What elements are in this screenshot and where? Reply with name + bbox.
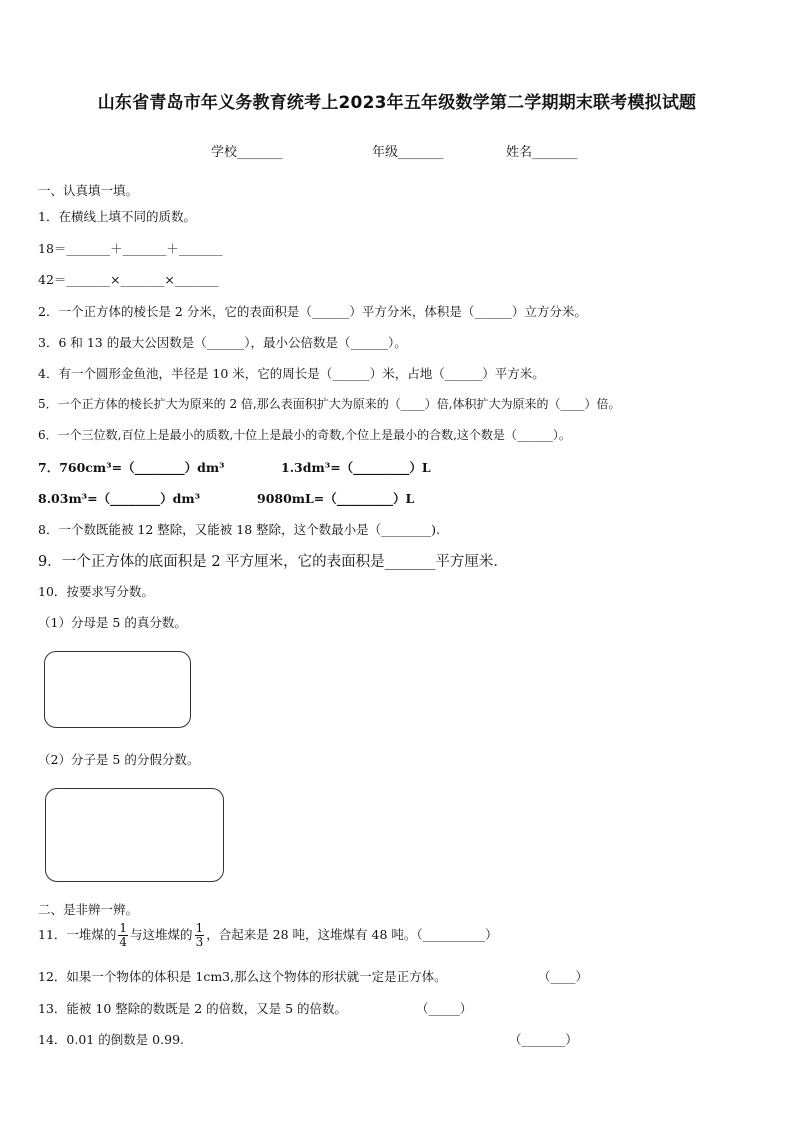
question-1-line-a: 18＝_______＋_______＋_______ bbox=[38, 241, 223, 256]
school-field[interactable]: 学校_______ bbox=[211, 145, 283, 160]
question-10-part-1: （1）分母是 5 的真分数。 bbox=[38, 615, 187, 630]
question-10-part-2: （2）分子是 5 的分假分数。 bbox=[38, 752, 200, 767]
fraction-one-third bbox=[195, 922, 205, 949]
question-8: 8．一个数既能被 12 整除，又能被 18 整除，这个数最小是（________). bbox=[38, 522, 441, 537]
question-7-d: 9080mL=（_________）L bbox=[257, 491, 415, 506]
fraction-numerator: 1 bbox=[195, 921, 204, 935]
question-5: 5．一个正方体的棱长扩大为原来的 2 倍,那么表面积扩大为原来的（____）倍,体积扩大为原来的（____）倍。 bbox=[38, 397, 621, 411]
section-2-heading: 二、是非辨一辨。 bbox=[38, 902, 139, 917]
fraction-one-quarter bbox=[118, 922, 128, 949]
grade-field[interactable]: 年级_______ bbox=[372, 145, 444, 160]
question-10: 10．按要求写分数。 bbox=[38, 584, 154, 599]
question-7-b: 1.3dm³=（_________）L bbox=[281, 460, 431, 475]
page-title: 山东省青岛市年义务教育统考上2023年五年级数学第二学期期末联考模拟试题 bbox=[97, 93, 697, 113]
question-1: 1．在横线上填不同的质数。 bbox=[38, 209, 196, 224]
answer-box-1[interactable] bbox=[44, 651, 191, 728]
question-9: 9．一个正方体的底面积是 2 平方厘米，它的表面积是_______平方厘米． bbox=[38, 554, 508, 570]
question-11-prefix: 11．一堆煤的 bbox=[38, 927, 117, 942]
question-12-answer[interactable]: （____） bbox=[538, 969, 589, 984]
question-12: 12．如果一个物体的体积是 1cm3,那么这个物体的形状就一定是正方体。 bbox=[38, 969, 447, 984]
section-1-heading: 一、认真填一填。 bbox=[38, 183, 139, 198]
question-11 bbox=[38, 922, 498, 949]
question-11-mid: 与这堆煤的 bbox=[130, 927, 193, 942]
question-1-line-b: 42＝_______×_______×_______ bbox=[38, 272, 219, 287]
question-2: 2．一个正方体的棱长是 2 分米，它的表面积是（______）平方分米，体积是（______）立方分米。 bbox=[38, 304, 587, 319]
question-11-suffix: ，合起来是 28 吨，这堆煤有 48 吨。（__________） bbox=[206, 927, 498, 942]
question-13-answer[interactable]: （_____） bbox=[416, 1001, 473, 1016]
question-14-answer[interactable]: （_______） bbox=[509, 1032, 578, 1047]
name-field[interactable]: 姓名_______ bbox=[506, 145, 578, 160]
fraction-numerator: 1 bbox=[119, 921, 128, 935]
question-6: 6．一个三位数,百位上是最小的质数,十位上是最小的奇数,个位上是最小的合数,这个数是（______）。 bbox=[38, 428, 571, 442]
question-14: 14．0.01 的倒数是 0.99. bbox=[38, 1032, 184, 1047]
question-13: 13．能被 10 整除的数既是 2 的倍数，又是 5 的倍数。 bbox=[38, 1001, 348, 1016]
question-7-a: 7．760cm³=（________）dm³ bbox=[38, 460, 225, 475]
question-7-c: 8.03m³=（________）dm³ bbox=[38, 491, 201, 506]
question-3: 3．6 和 13 的最大公因数是（______），最小公倍数是（______）。 bbox=[38, 335, 407, 350]
question-4: 4．有一个圆形金鱼池，半径是 10 米，它的周长是（______）米，占地（______）平方米。 bbox=[38, 366, 545, 381]
fraction-denominator: 3 bbox=[195, 935, 204, 949]
answer-box-2[interactable] bbox=[45, 788, 224, 882]
fraction-denominator: 4 bbox=[119, 935, 128, 949]
